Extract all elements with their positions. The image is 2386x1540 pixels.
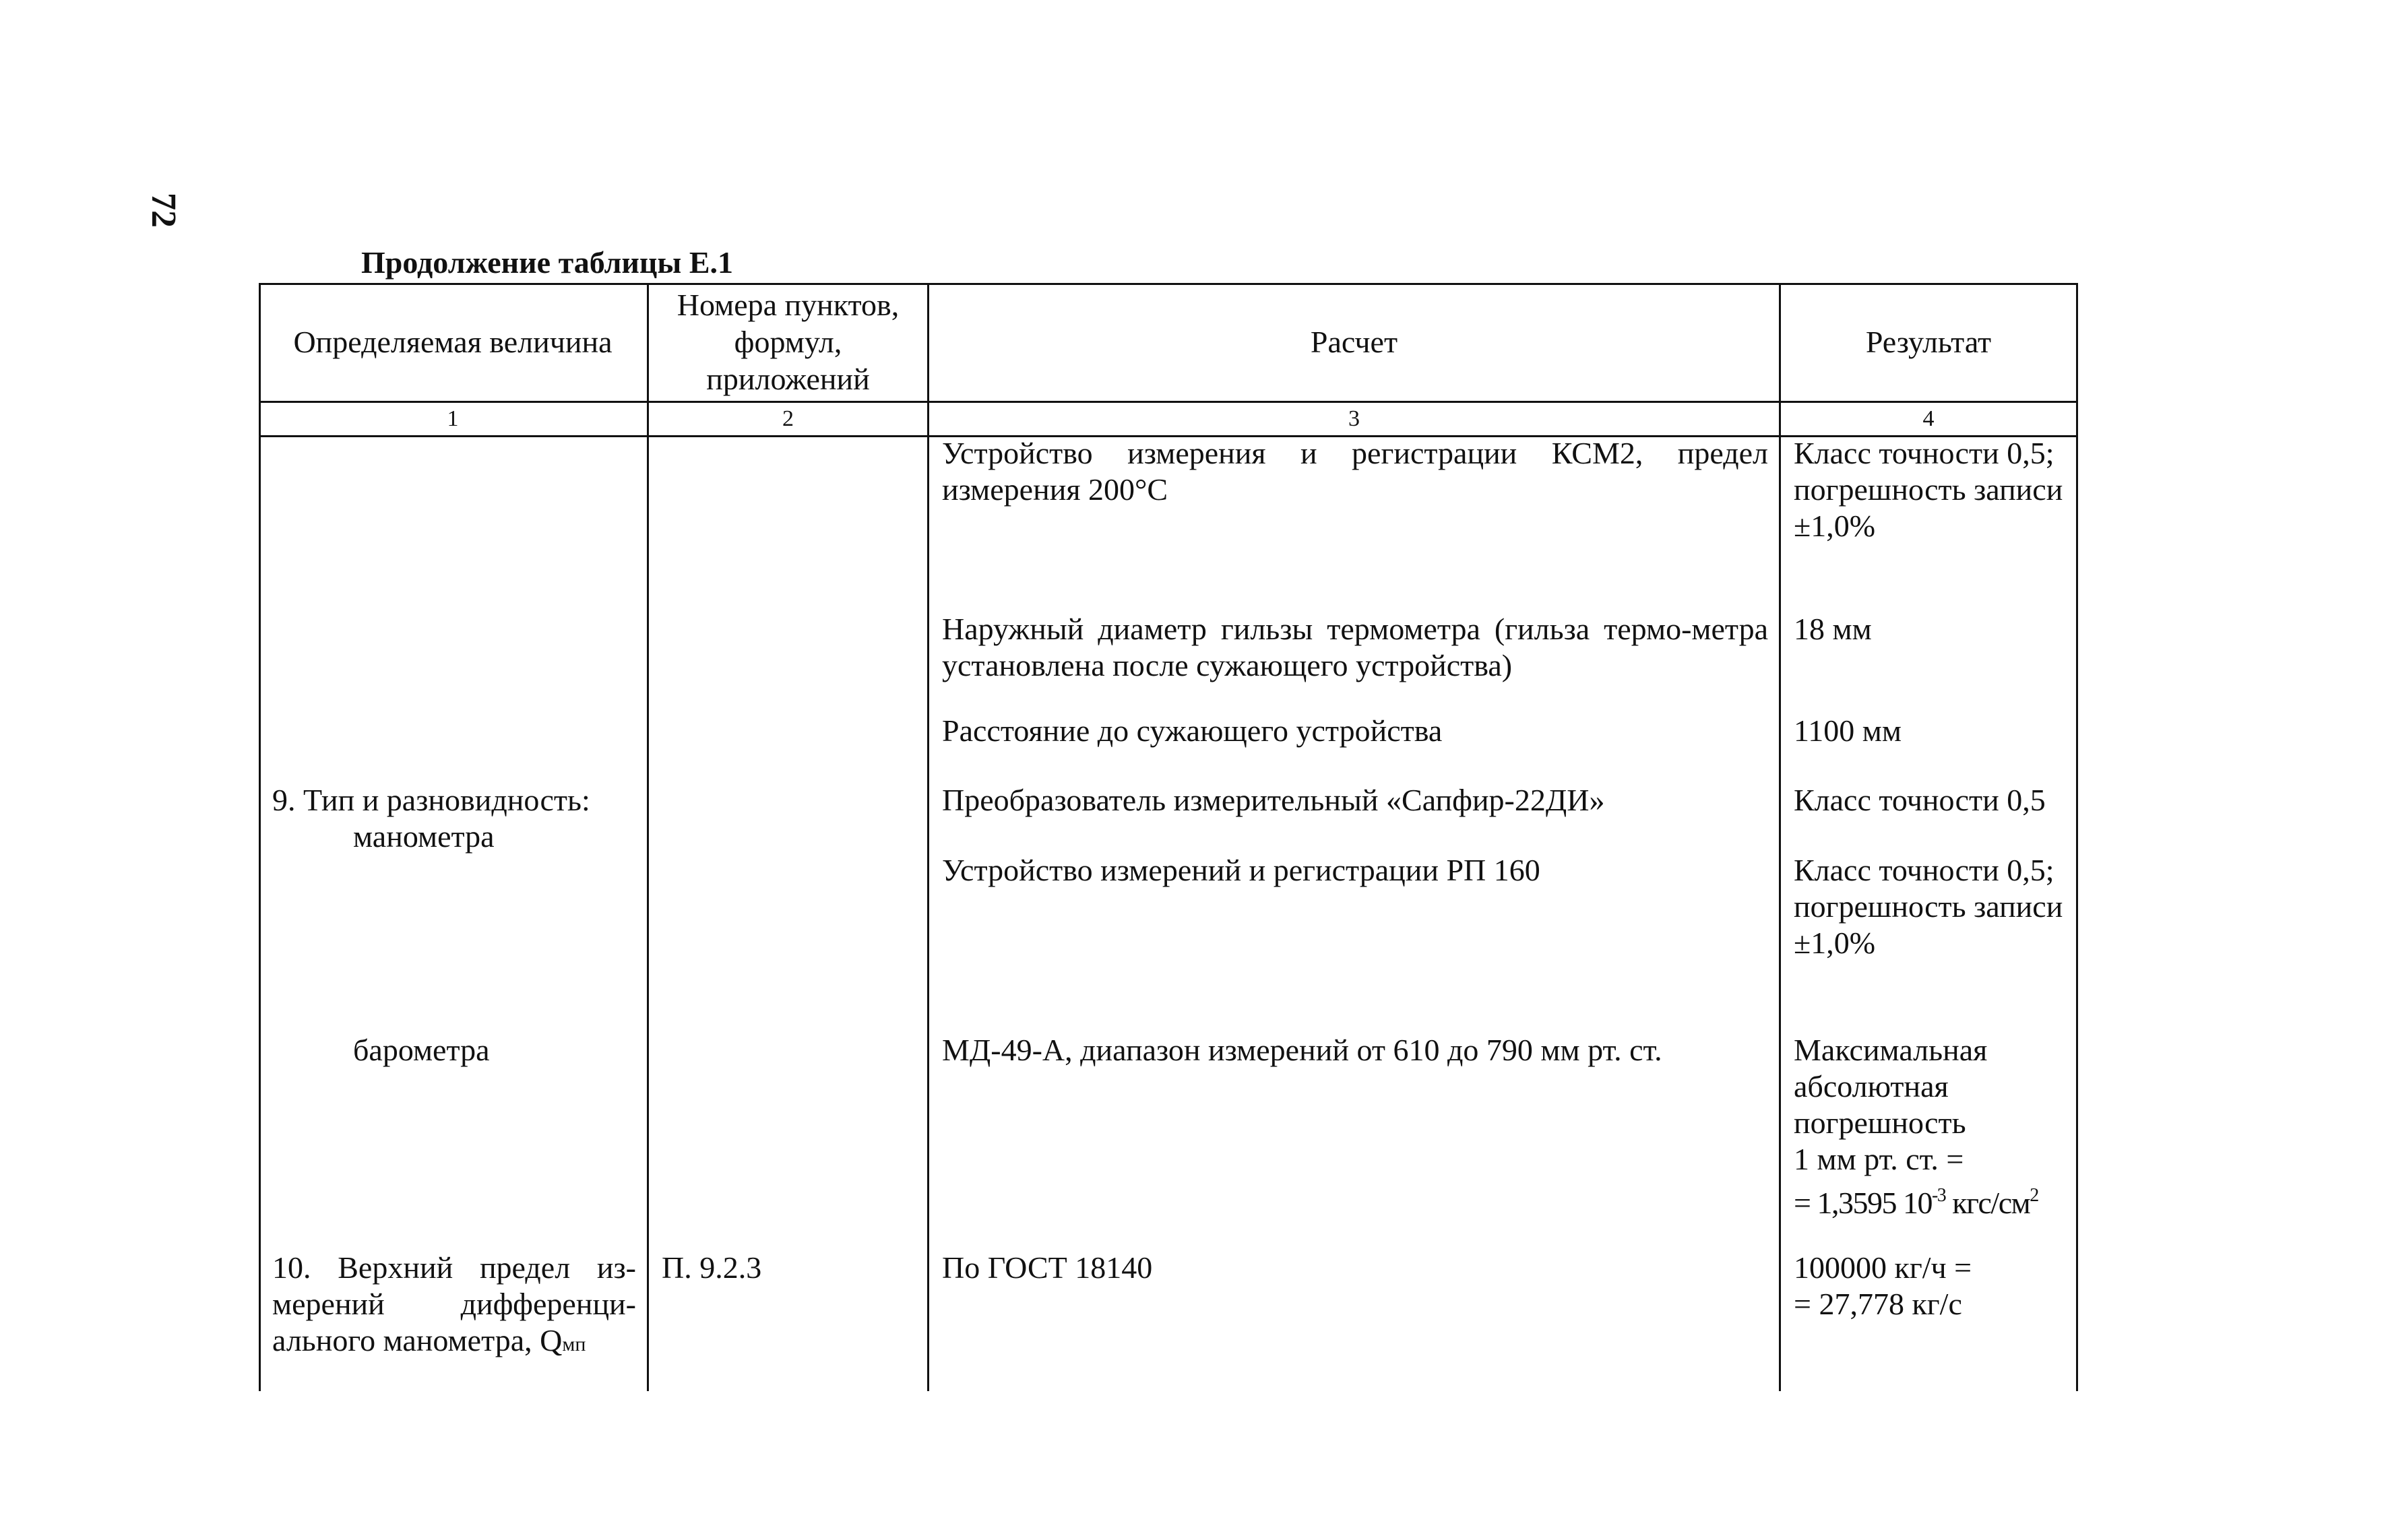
table — [259, 283, 2078, 1391]
result-barometer-exponent: -3 — [1931, 1185, 1946, 1206]
column-number-3: 3 — [1348, 406, 1360, 431]
column-divider-1 — [647, 283, 649, 1391]
column-divider-2 — [927, 283, 929, 1391]
result-barometer-unit-exponent: 2 — [2030, 1185, 2038, 1206]
column-divider-3 — [1779, 283, 1781, 1391]
result-rp160: Класс точности 0,5; погрешность записи ±1,0% — [1794, 853, 2063, 960]
table-border-left — [259, 283, 261, 1391]
calc-thermometer-sleeve: Наружный диаметр гильзы термометра (гильза термо-метра установлена после сужающего устройства) — [942, 612, 1768, 682]
label-item-10-text: 10. Верхний предел из-мерений дифференци-ального манометра, Q — [272, 1250, 636, 1357]
label-manometer: манометра — [353, 819, 495, 854]
label-item-10 — [272, 1250, 636, 1363]
calc-manometer: Преобразователь измерительный «Сапфир-22ДИ» — [942, 783, 1605, 817]
column-number-1: 1 — [447, 406, 459, 431]
result-distance: 1100 мм — [1794, 713, 1902, 748]
result-barometer-unit: кгс/см — [1945, 1186, 2030, 1220]
column-number-2: 2 — [782, 406, 794, 431]
result-barometer-text: Максимальная абсолютная погрешность — [1794, 1033, 1988, 1140]
header-references: Номера пунктов, формул, приложений — [677, 287, 900, 397]
calc-rp160: Устройство измерений и регистрации РП 160 — [942, 853, 1540, 887]
ref-item-10: П. 9.2.3 — [662, 1250, 762, 1285]
calc-ksm2: Устройство измерения и регистрации КСМ2, предел измерения 200°С — [942, 436, 1768, 507]
result-manometer: Класс точности 0,5 — [1794, 783, 2046, 817]
result-item-10-line-2: = 27,778 кг/с — [1794, 1287, 1962, 1321]
result-item-10-line-1: 100000 кг/ч = — [1794, 1250, 1972, 1285]
header-result: Результат — [1865, 324, 1992, 359]
result-barometer-equation-1: 1 мм рт. ст. = — [1794, 1142, 1964, 1176]
calc-barometer: МД-49-А, диапазон измерений от 610 до 790 мм рт. ст. — [942, 1033, 1662, 1067]
result-item-10 — [1794, 1250, 2063, 1322]
result-barometer — [1794, 1032, 2063, 1221]
page-number: 72 — [144, 193, 183, 228]
label-barometer: барометра — [353, 1033, 490, 1067]
calc-item-10: По ГОСТ 18140 — [942, 1250, 1153, 1285]
header-calculation: Расчет — [1310, 324, 1398, 359]
label-item-10-subscript: мп — [562, 1333, 586, 1355]
calc-distance: Расстояние до сужающего устройства — [942, 713, 1443, 748]
result-barometer-value: = 1,3595 10 — [1794, 1186, 1932, 1220]
result-ksm2: Класс точности 0,5; погрешность записи ±1,0% — [1794, 436, 2063, 543]
table-border-right — [2076, 283, 2078, 1391]
result-thermometer-sleeve: 18 мм — [1794, 612, 1872, 646]
label-item-9: 9. Тип и разновидность: — [272, 783, 590, 817]
column-number-4: 4 — [1922, 406, 1935, 431]
header-quantity: Определяемая величина — [293, 324, 613, 359]
result-barometer-equation-2 — [1794, 1178, 2063, 1221]
table-caption: Продолжение таблицы Е.1 — [361, 245, 734, 280]
